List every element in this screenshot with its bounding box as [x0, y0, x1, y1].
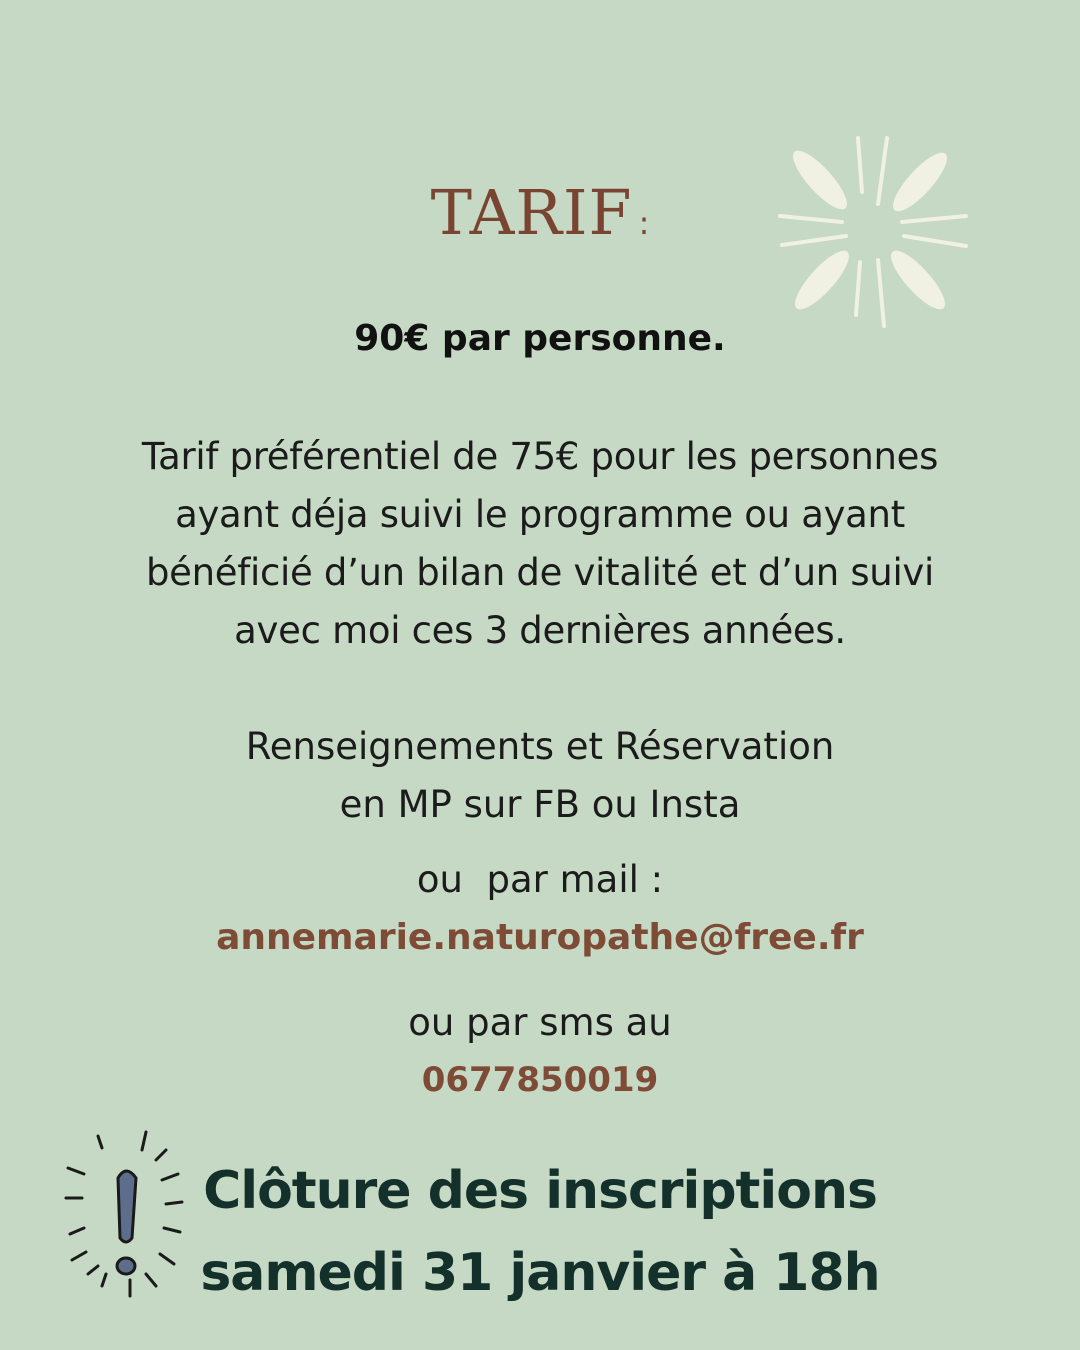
- preferential-paragraph: [0, 428, 1080, 660]
- preferential-line: bénéficié d’un bilan de vitalité et d’un suivi: [145, 551, 935, 594]
- title-text: TARIF: [430, 176, 633, 249]
- closing-notice: [120, 1150, 960, 1314]
- info-line: en MP sur FB ou Insta: [339, 783, 741, 826]
- preferential-line: ayant déja suivi le programme ou ayant: [175, 493, 905, 536]
- email-link[interactable]: annemarie.naturopathe@free.fr: [216, 917, 864, 958]
- closing-line: Clôture des inscriptions: [203, 1161, 877, 1221]
- preferential-line: Tarif préférentiel de 75€ pour les personnes: [141, 435, 939, 478]
- mail-label: ou par mail :: [416, 858, 664, 901]
- reservation-info: [0, 718, 1080, 834]
- phone-number[interactable]: 0677850019: [421, 1060, 659, 1100]
- info-line: Renseignements et Réservation: [245, 725, 835, 768]
- title-colon: :: [638, 204, 650, 242]
- sms-label: ou par sms au: [408, 1001, 672, 1044]
- price-line: 90€ par personne.: [354, 318, 726, 359]
- preferential-line: avec moi ces 3 dernières années.: [234, 609, 846, 652]
- closing-date-line: samedi 31 janvier à 18h: [200, 1243, 880, 1303]
- sunburst-icon: [770, 130, 980, 335]
